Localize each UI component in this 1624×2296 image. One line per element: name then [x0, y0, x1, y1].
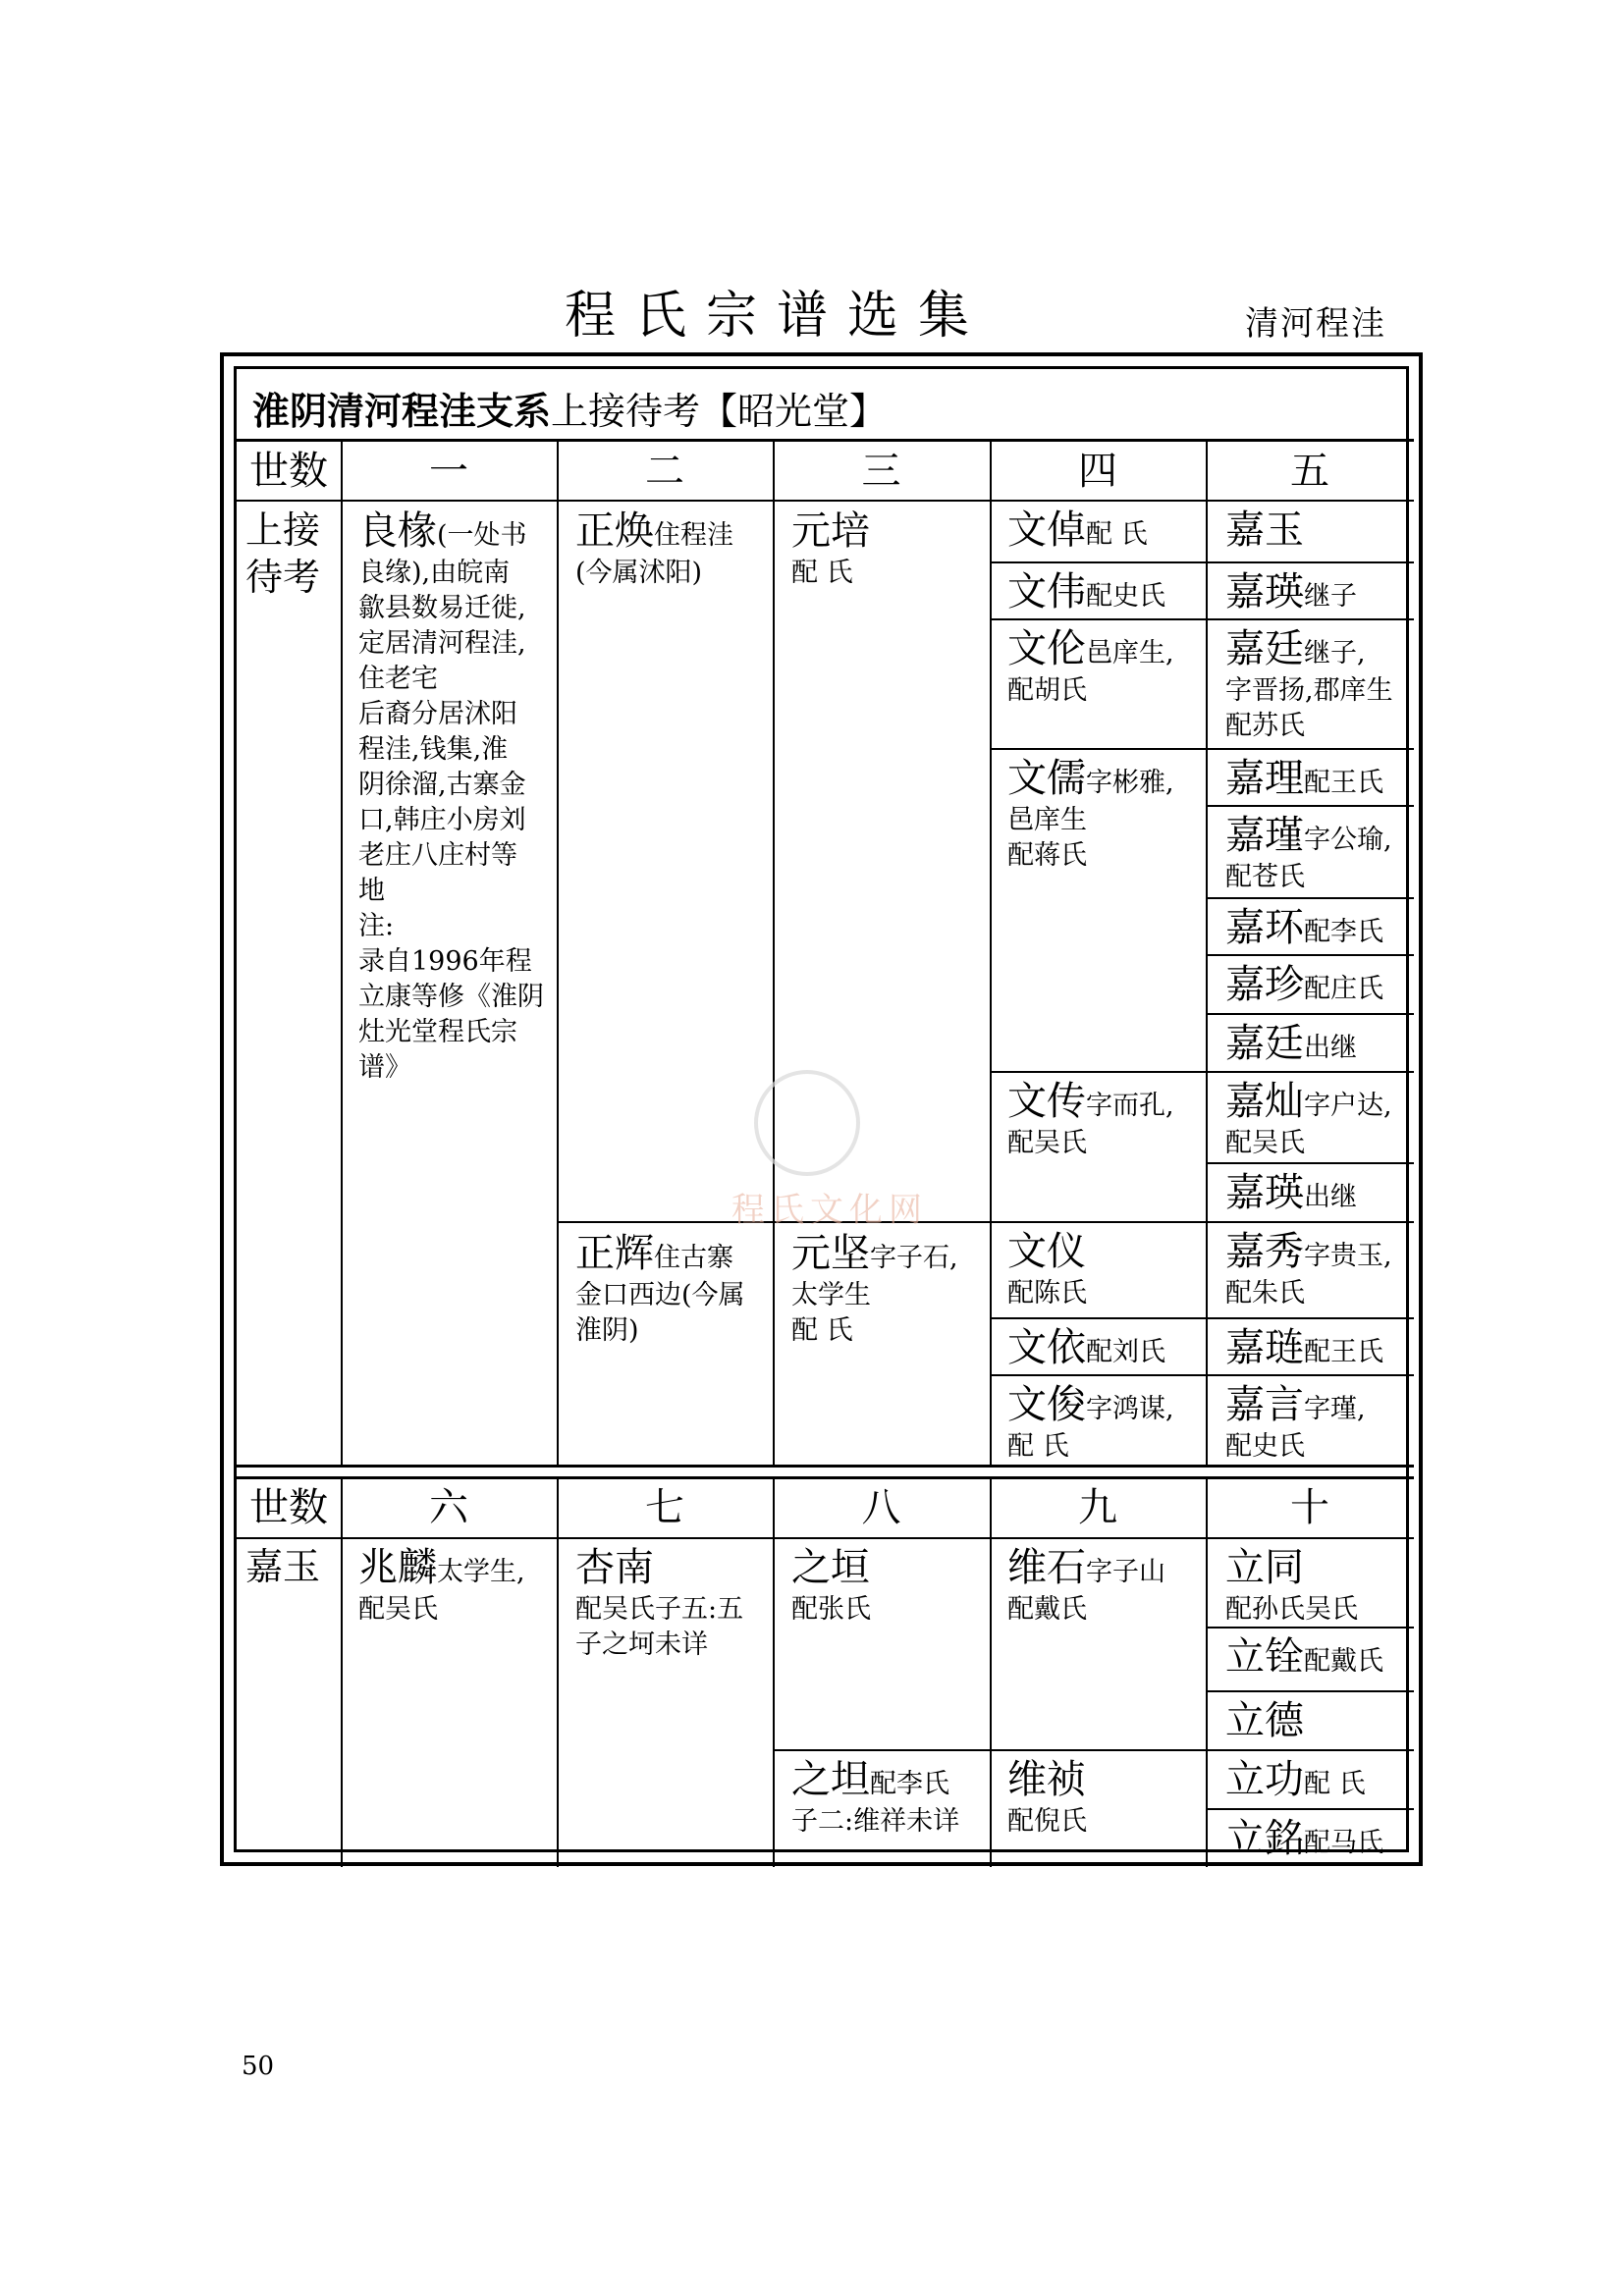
table-rule: [990, 618, 1206, 620]
person-entry: [1007, 1077, 1174, 1161]
person-entry: [1225, 1814, 1383, 1863]
generation-header: 九: [1078, 1485, 1117, 1530]
table-rule: [1206, 1013, 1414, 1015]
table-rule: [990, 1221, 1206, 1223]
person-note: 出继: [1304, 1182, 1357, 1212]
table-rule: [1206, 897, 1414, 899]
person-name: 文伟: [1007, 569, 1086, 614]
generation-header: 十: [1290, 1485, 1329, 1530]
person-note-line: 配吴氏: [1225, 1128, 1305, 1158]
person-note-line: 配 氏: [791, 1315, 853, 1346]
person-note: 邑庠生,: [1086, 638, 1174, 668]
table-rule: [1206, 561, 1414, 563]
table-rule: [557, 1476, 559, 1867]
banner-rest: 上接待考【昭光堂】: [551, 390, 888, 433]
person-entry: [1225, 506, 1304, 555]
person-note-line: 配孙氏吴氏: [1225, 1594, 1358, 1625]
table-rule: [1206, 439, 1208, 1465]
person-entry: [791, 1755, 959, 1840]
person-note-line: 立康等修《淮阴: [358, 982, 544, 1012]
person-note: 出继: [1304, 1033, 1357, 1063]
table-rule: [1206, 954, 1414, 956]
person-entry: [575, 1543, 743, 1663]
person-name: 立功: [1225, 1757, 1304, 1802]
person-name: 嘉理: [1225, 756, 1304, 801]
person-entry: [1007, 1543, 1165, 1628]
person-name: 正焕: [575, 508, 654, 554]
person-note-line: 子之坷未详: [575, 1629, 708, 1660]
person-note: 配马氏: [1304, 1828, 1383, 1858]
generation-header: 一: [429, 449, 468, 494]
person-note: 配 氏: [1304, 1769, 1366, 1799]
person-entry: [1225, 1632, 1383, 1682]
person-note: 配史氏: [1086, 581, 1165, 612]
person-name: 文伦: [1007, 626, 1086, 671]
person-name: 良椽: [358, 508, 437, 554]
person-entry: [575, 1229, 745, 1349]
person-entry: [1225, 1168, 1357, 1217]
person-entry: [1225, 1755, 1366, 1804]
table-rule: [1206, 1317, 1414, 1319]
table-rule: [237, 439, 1414, 442]
person-note: 配戴氏: [1304, 1646, 1383, 1677]
person-note-line: (今属沭阳): [575, 558, 703, 588]
person-entry: [791, 507, 870, 591]
table-rule: [237, 500, 1414, 502]
person-note: 配王氏: [1304, 768, 1383, 798]
person-note: 配李氏: [1304, 917, 1383, 947]
person-note-line: 住老宅: [358, 664, 438, 694]
person-note-line: 配陈氏: [1007, 1278, 1087, 1308]
person-name: 嘉玉: [1225, 507, 1304, 553]
person-entry: [1225, 1696, 1304, 1745]
table-rule: [237, 1465, 1414, 1468]
person-name: 维石: [1007, 1545, 1086, 1590]
person-note: 字子山: [1086, 1557, 1165, 1587]
table-rule: [1206, 618, 1414, 620]
person-entry: [1007, 1380, 1174, 1465]
person-note-line: 阴徐溜,古寨金: [358, 770, 526, 800]
generation-header: 七: [645, 1485, 684, 1530]
person-name: 之垣: [791, 1545, 870, 1590]
person-name: 文仪: [1007, 1229, 1086, 1274]
person-note-line: 配蒋氏: [1007, 840, 1087, 871]
generation-header: 八: [861, 1485, 901, 1530]
person-name: 嘉灿: [1225, 1079, 1304, 1124]
person-note-line: 配史氏: [1225, 1431, 1305, 1462]
table-rule: [990, 748, 1206, 750]
person-entry: [1225, 1380, 1366, 1465]
person-note-line: 注:: [358, 911, 395, 941]
person-name: 文俊: [1007, 1382, 1086, 1427]
person-name: 元培: [791, 508, 870, 554]
table-rule: [557, 439, 559, 1465]
row-label: 嘉玉: [245, 1545, 321, 1588]
person-name: 正辉: [575, 1231, 654, 1276]
person-entry: [1007, 1755, 1087, 1840]
person-name: 文传: [1007, 1079, 1086, 1124]
person-entry: [358, 1543, 525, 1628]
person-note-line: 配朱氏: [1225, 1278, 1305, 1308]
table-rule: [1206, 1221, 1414, 1223]
person-name: 文儒: [1007, 756, 1086, 801]
person-note-line: 配苍氏: [1225, 862, 1305, 892]
table-rule: [1206, 1162, 1414, 1164]
table-rule: [1206, 805, 1414, 807]
person-note-line: 良缘),由皖南: [358, 558, 511, 588]
person-name: 嘉环: [1225, 905, 1304, 950]
person-note-line: 老庄八庄村等: [358, 840, 517, 871]
person-entry: [1225, 1323, 1383, 1372]
table-rule: [1206, 1690, 1414, 1692]
person-entry: [1225, 811, 1392, 895]
table-rule: [1206, 748, 1414, 750]
person-note: 字而孔,: [1086, 1091, 1174, 1121]
person-entry: [1007, 1227, 1087, 1311]
person-entry: [1007, 567, 1165, 616]
person-note-line: 配张氏: [791, 1594, 871, 1625]
person-note-line: 配 氏: [1007, 1431, 1069, 1462]
person-entry: [791, 1543, 871, 1628]
banner-title: [252, 389, 887, 434]
person-note: 继子: [1304, 581, 1357, 612]
person-entry: [1225, 624, 1393, 744]
person-note-line: 字晋扬,郡庠生: [1225, 675, 1393, 706]
person-entry: [1225, 960, 1383, 1009]
person-note: 配 氏: [1086, 519, 1148, 550]
person-note: 住程洼: [654, 520, 733, 551]
person-note-line: 配吴氏: [1007, 1128, 1087, 1158]
person-name: 文依: [1007, 1325, 1086, 1370]
generation-header: 五: [1290, 449, 1329, 494]
person-entry: [575, 507, 733, 591]
table-rule: [990, 561, 1206, 563]
table-rule: [237, 1537, 1414, 1539]
page-title: 程氏宗谱选集: [565, 287, 990, 346]
person-note-line: 太学生: [791, 1280, 871, 1310]
table-rule: [1206, 1374, 1414, 1376]
person-name: 立銘: [1225, 1816, 1304, 1861]
person-note: 字公瑜,: [1304, 825, 1392, 855]
person-note-line: 配戴氏: [1007, 1594, 1087, 1625]
person-note: 配李氏: [870, 1769, 949, 1799]
person-name: 维祯: [1007, 1757, 1086, 1802]
table-rule: [990, 1476, 992, 1867]
person-note: 继子,: [1304, 638, 1366, 668]
table-rule: [1206, 1808, 1414, 1810]
person-note-line: 灶光堂程氏宗: [358, 1017, 517, 1047]
table-rule: [341, 1476, 343, 1867]
person-entry: [1007, 506, 1148, 555]
person-note-line: 程洼,钱集,淮: [358, 734, 509, 765]
banner-bold: 淮阴清河程洼支系: [252, 390, 552, 433]
person-note: 太学生,: [437, 1557, 525, 1587]
person-note: 字彬雅,: [1086, 768, 1174, 798]
table-rule: [990, 439, 992, 1465]
person-name: 之坦: [791, 1757, 870, 1802]
person-note-line: 邑庠生: [1007, 805, 1087, 835]
table-rule: [237, 1476, 1414, 1479]
person-note-line: 录自1996年程: [358, 946, 532, 977]
person-name: 杏南: [575, 1545, 654, 1590]
person-name: 嘉廷: [1225, 626, 1304, 671]
person-note: 字瑾,: [1304, 1394, 1366, 1424]
person-note: 配刘氏: [1086, 1337, 1165, 1367]
person-note-line: 配吴氏子五:五: [575, 1594, 744, 1625]
person-note-line: 配倪氏: [1007, 1806, 1087, 1837]
person-name: 嘉瑾: [1225, 813, 1304, 858]
person-name: 嘉琏: [1225, 1325, 1304, 1370]
header-right-label: 清河程洼: [1245, 304, 1386, 344]
row-label: 待考: [245, 556, 321, 599]
person-name: 兆麟: [358, 1545, 437, 1590]
table-rule: [990, 1317, 1206, 1319]
person-note-line: 地: [358, 876, 385, 906]
person-entry: [791, 1229, 958, 1349]
generation-header: 世数: [249, 1485, 328, 1530]
table-rule: [1206, 1749, 1414, 1751]
person-entry: [1225, 903, 1383, 952]
person-note: 住古寨: [654, 1243, 733, 1273]
person-entry: [1225, 567, 1357, 616]
table-rule: [990, 1374, 1206, 1376]
page-number: 50: [242, 2052, 275, 2081]
watermark-seal-icon: [754, 1070, 860, 1176]
person-name: 文倬: [1007, 507, 1086, 553]
person-note-line: 谱》: [358, 1052, 411, 1083]
person-note: (一处书: [437, 520, 527, 551]
person-note: 字贵玉,: [1304, 1241, 1392, 1271]
person-note: 字子石,: [870, 1243, 958, 1273]
table-rule: [1206, 1071, 1414, 1073]
generation-header: 三: [861, 449, 901, 494]
person-name: 嘉珍: [1225, 962, 1304, 1007]
person-note: 字户达,: [1304, 1091, 1392, 1121]
person-name: 嘉廷: [1225, 1021, 1304, 1066]
person-note-line: 歙县数易迁徙,: [358, 593, 526, 623]
person-entry: [1225, 1019, 1357, 1068]
person-name: 立同: [1225, 1545, 1304, 1590]
person-note-line: 定居清河程洼,: [358, 628, 526, 659]
person-note: 配王氏: [1304, 1337, 1383, 1367]
person-entry: [1007, 1323, 1165, 1372]
person-entry: [1225, 1077, 1392, 1161]
person-name: 嘉言: [1225, 1382, 1304, 1427]
person-name: 嘉瑛: [1225, 1170, 1304, 1215]
person-name: 嘉瑛: [1225, 569, 1304, 614]
person-entry: [358, 507, 544, 1086]
person-entry: [1007, 624, 1174, 709]
watermark-text: 程氏文化网: [731, 1191, 928, 1230]
person-entry: [1225, 1227, 1392, 1311]
person-entry: [1225, 1543, 1358, 1628]
person-name: 立铨: [1225, 1634, 1304, 1680]
table-rule: [773, 1749, 1206, 1751]
table-rule: [341, 439, 343, 1465]
person-name: 嘉秀: [1225, 1229, 1304, 1274]
generation-header: 六: [429, 1485, 468, 1530]
table-rule: [773, 1476, 775, 1867]
person-note-line: 子二:维祥未详: [791, 1806, 960, 1837]
person-note-line: 配苏氏: [1225, 711, 1305, 741]
person-note-line: 淮阴): [575, 1315, 639, 1346]
generation-header: 世数: [249, 449, 328, 494]
table-rule: [773, 439, 775, 1465]
person-entry: [1007, 754, 1174, 874]
person-note-line: 配吴氏: [358, 1594, 438, 1625]
table-rule: [990, 1071, 1206, 1073]
person-note-line: 配胡氏: [1007, 675, 1087, 706]
row-label: 上接: [245, 508, 321, 552]
person-note: 字鸿谋,: [1086, 1394, 1174, 1424]
person-note-line: 后裔分居沭阳: [358, 699, 517, 729]
person-entry: [1225, 754, 1383, 803]
person-note-line: 金口西边(今属: [575, 1280, 745, 1310]
person-name: 立德: [1225, 1698, 1304, 1743]
person-name: 元坚: [791, 1231, 870, 1276]
generation-header: 四: [1078, 449, 1117, 494]
person-note-line: 配 氏: [791, 558, 853, 588]
person-note-line: 口,韩庄小房刘: [358, 805, 526, 835]
generation-header: 二: [645, 449, 684, 494]
person-note: 配庄氏: [1304, 974, 1383, 1004]
